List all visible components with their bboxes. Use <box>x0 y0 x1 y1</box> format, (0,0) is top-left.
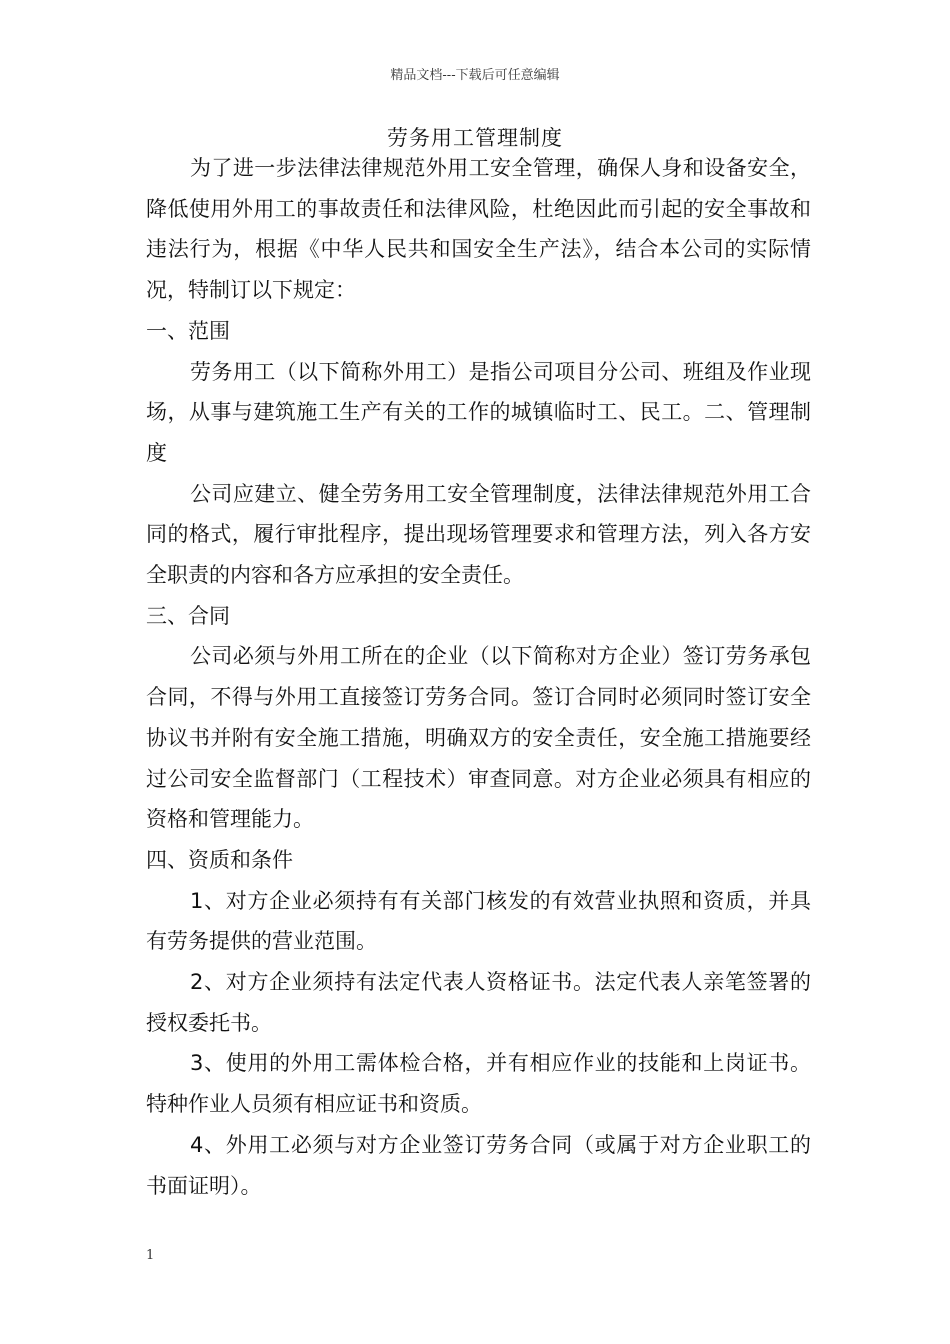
section-heading-qualification: 四、资质和条件 <box>146 847 293 872</box>
list-item-4: 4、外用工必须与对方企业签订劳务合同（或属于对方企业职工的书面证明）。 <box>146 1132 811 1198</box>
list-item-3: 3、使用的外用工需体检合格，并有相应作业的技能和上岗证书。特种作业人员须有相应证书和资质。 <box>146 1051 811 1117</box>
paragraph-management: 公司应建立、健全劳务用工安全管理制度，法律法律规范外用工合同的格式，履行审批程序，提出现场管理要求和管理方法，列入各方安全职责的内容和各方应承担的安全责任。 <box>146 481 811 588</box>
paragraph-scope: 劳务用工（以下简称外用工）是指公司项目分公司、班组及作业现场，从事与建筑施工生产有关的工作的城镇临时工、民工。二、管理制度 <box>146 359 811 465</box>
paragraph-contract: 公司必须与外用工所在的企业（以下简称对方企业）签订劳务承包合同，不得与外用工直接签订劳务合同。签订合同时必须同时签订安全协议书并附有安全施工措施，明确双方的安全责任，安全施工措施要经过公司安全监督部门（工程技术）审查同意。对方企业必须具有相应的资格和管理能力。 <box>146 644 811 832</box>
section-heading-scope: 一、范围 <box>146 318 230 343</box>
page-number: 1 <box>146 1248 155 1263</box>
list-item-2: 2、对方企业须持有法定代表人资格证书。法定代表人亲笔签署的授权委托书。 <box>146 970 811 1035</box>
document-title: 劳务用工管理制度 <box>387 126 563 150</box>
list-item-1: 1、对方企业必须持有有关部门核发的有效营业执照和资质，并具有劳务提供的营业范围。 <box>146 888 811 954</box>
paragraph-intro: 为了进一步法律法律规范外用工安全管理，确保人身和设备安全，降低使用外用工的事故责任和法律风险，杜绝因此而引起的安全事故和违法行为，根据《中华人民共和国安全生产法》，结合本公司的实际情况，特制订以下规定： <box>146 156 811 303</box>
section-heading-contract: 三、合同 <box>146 603 230 628</box>
document-body <box>146 148 811 1206</box>
page-header: 精品文档---下载后可任意编辑 <box>390 68 560 83</box>
